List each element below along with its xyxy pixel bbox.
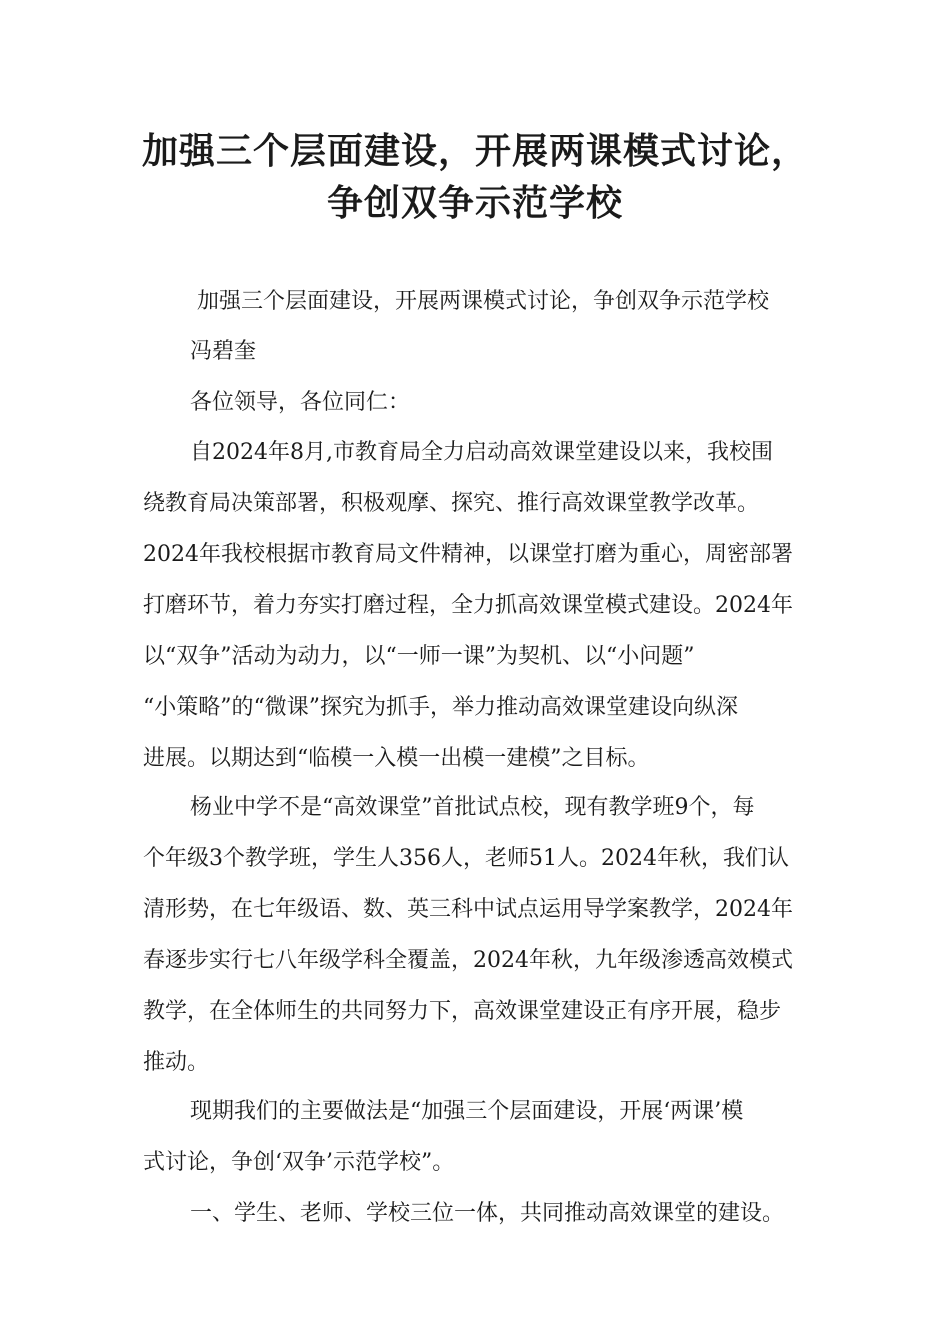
greeting: 各位领导，各位同仁： <box>190 390 411 415</box>
paragraph-2-line: 清形势，在七年级语、数、英三科中试点运用导学案教学，2024年 <box>143 897 793 922</box>
paragraph-1-line: 以“双争”活动为动力，以“一师一课”为契机、以“小问题” <box>143 644 695 669</box>
paragraph-2-line: 个年级3个教学班，学生人356人，老师51人。2024年秋，我们认 <box>143 846 789 871</box>
paragraph-1-line: 自2024年8月,市教育局全力启动高效课堂建设以来，我校围 <box>190 440 773 465</box>
paragraph-1-line: 进展。以期达到“临模一入模一出模一建模”之目标。 <box>143 746 650 771</box>
paragraph-1-line: 绕教育局决策部署，积极观摩、探究、推行高效课堂教学改革。 <box>143 491 760 516</box>
paragraph-3-line: 现期我们的主要做法是“加强三个层面建设，开展‘两课’模 <box>190 1099 744 1124</box>
paragraph-2-line: 春逐步实行七八年级学科全覆盖，2024年秋，九年级渗透高效模式 <box>143 948 793 973</box>
paragraph-3-line: 式讨论，争创‘双争’示范学校”。 <box>143 1150 455 1175</box>
subtitle: 加强三个层面建设，开展两课模式讨论，争创双争示范学校 <box>197 289 770 314</box>
author: 冯碧奎 <box>190 339 257 364</box>
document-title-line-2: 争创双争示范学校 <box>326 183 623 224</box>
section-heading-1: 一、学生、老师、学校三位一体，共同推动高效课堂的建设。 <box>190 1201 785 1226</box>
paragraph-2-line: 杨业中学不是“高效课堂”首批试点校，现有教学班9个，每 <box>190 795 755 820</box>
document-title-line-1: 加强三个层面建设，开展两课模式讨论， <box>141 131 808 172</box>
paragraph-1-line: “小策略”的“微课”探究为抓手，举力推动高效课堂建设向纵深 <box>143 695 738 720</box>
paragraph-1-line: 2024年我校根据市教育局文件精神，以课堂打磨为重心，周密部署 <box>143 542 793 567</box>
paragraph-1-line: 打磨环节，着力夯实打磨过程，全力抓高效课堂模式建设。2024年 <box>143 593 793 618</box>
paragraph-2-line: 教学，在全体师生的共同努力下，高效课堂建设正有序开展，稳步 <box>143 999 782 1024</box>
paragraph-2-line: 推动。 <box>143 1050 210 1075</box>
